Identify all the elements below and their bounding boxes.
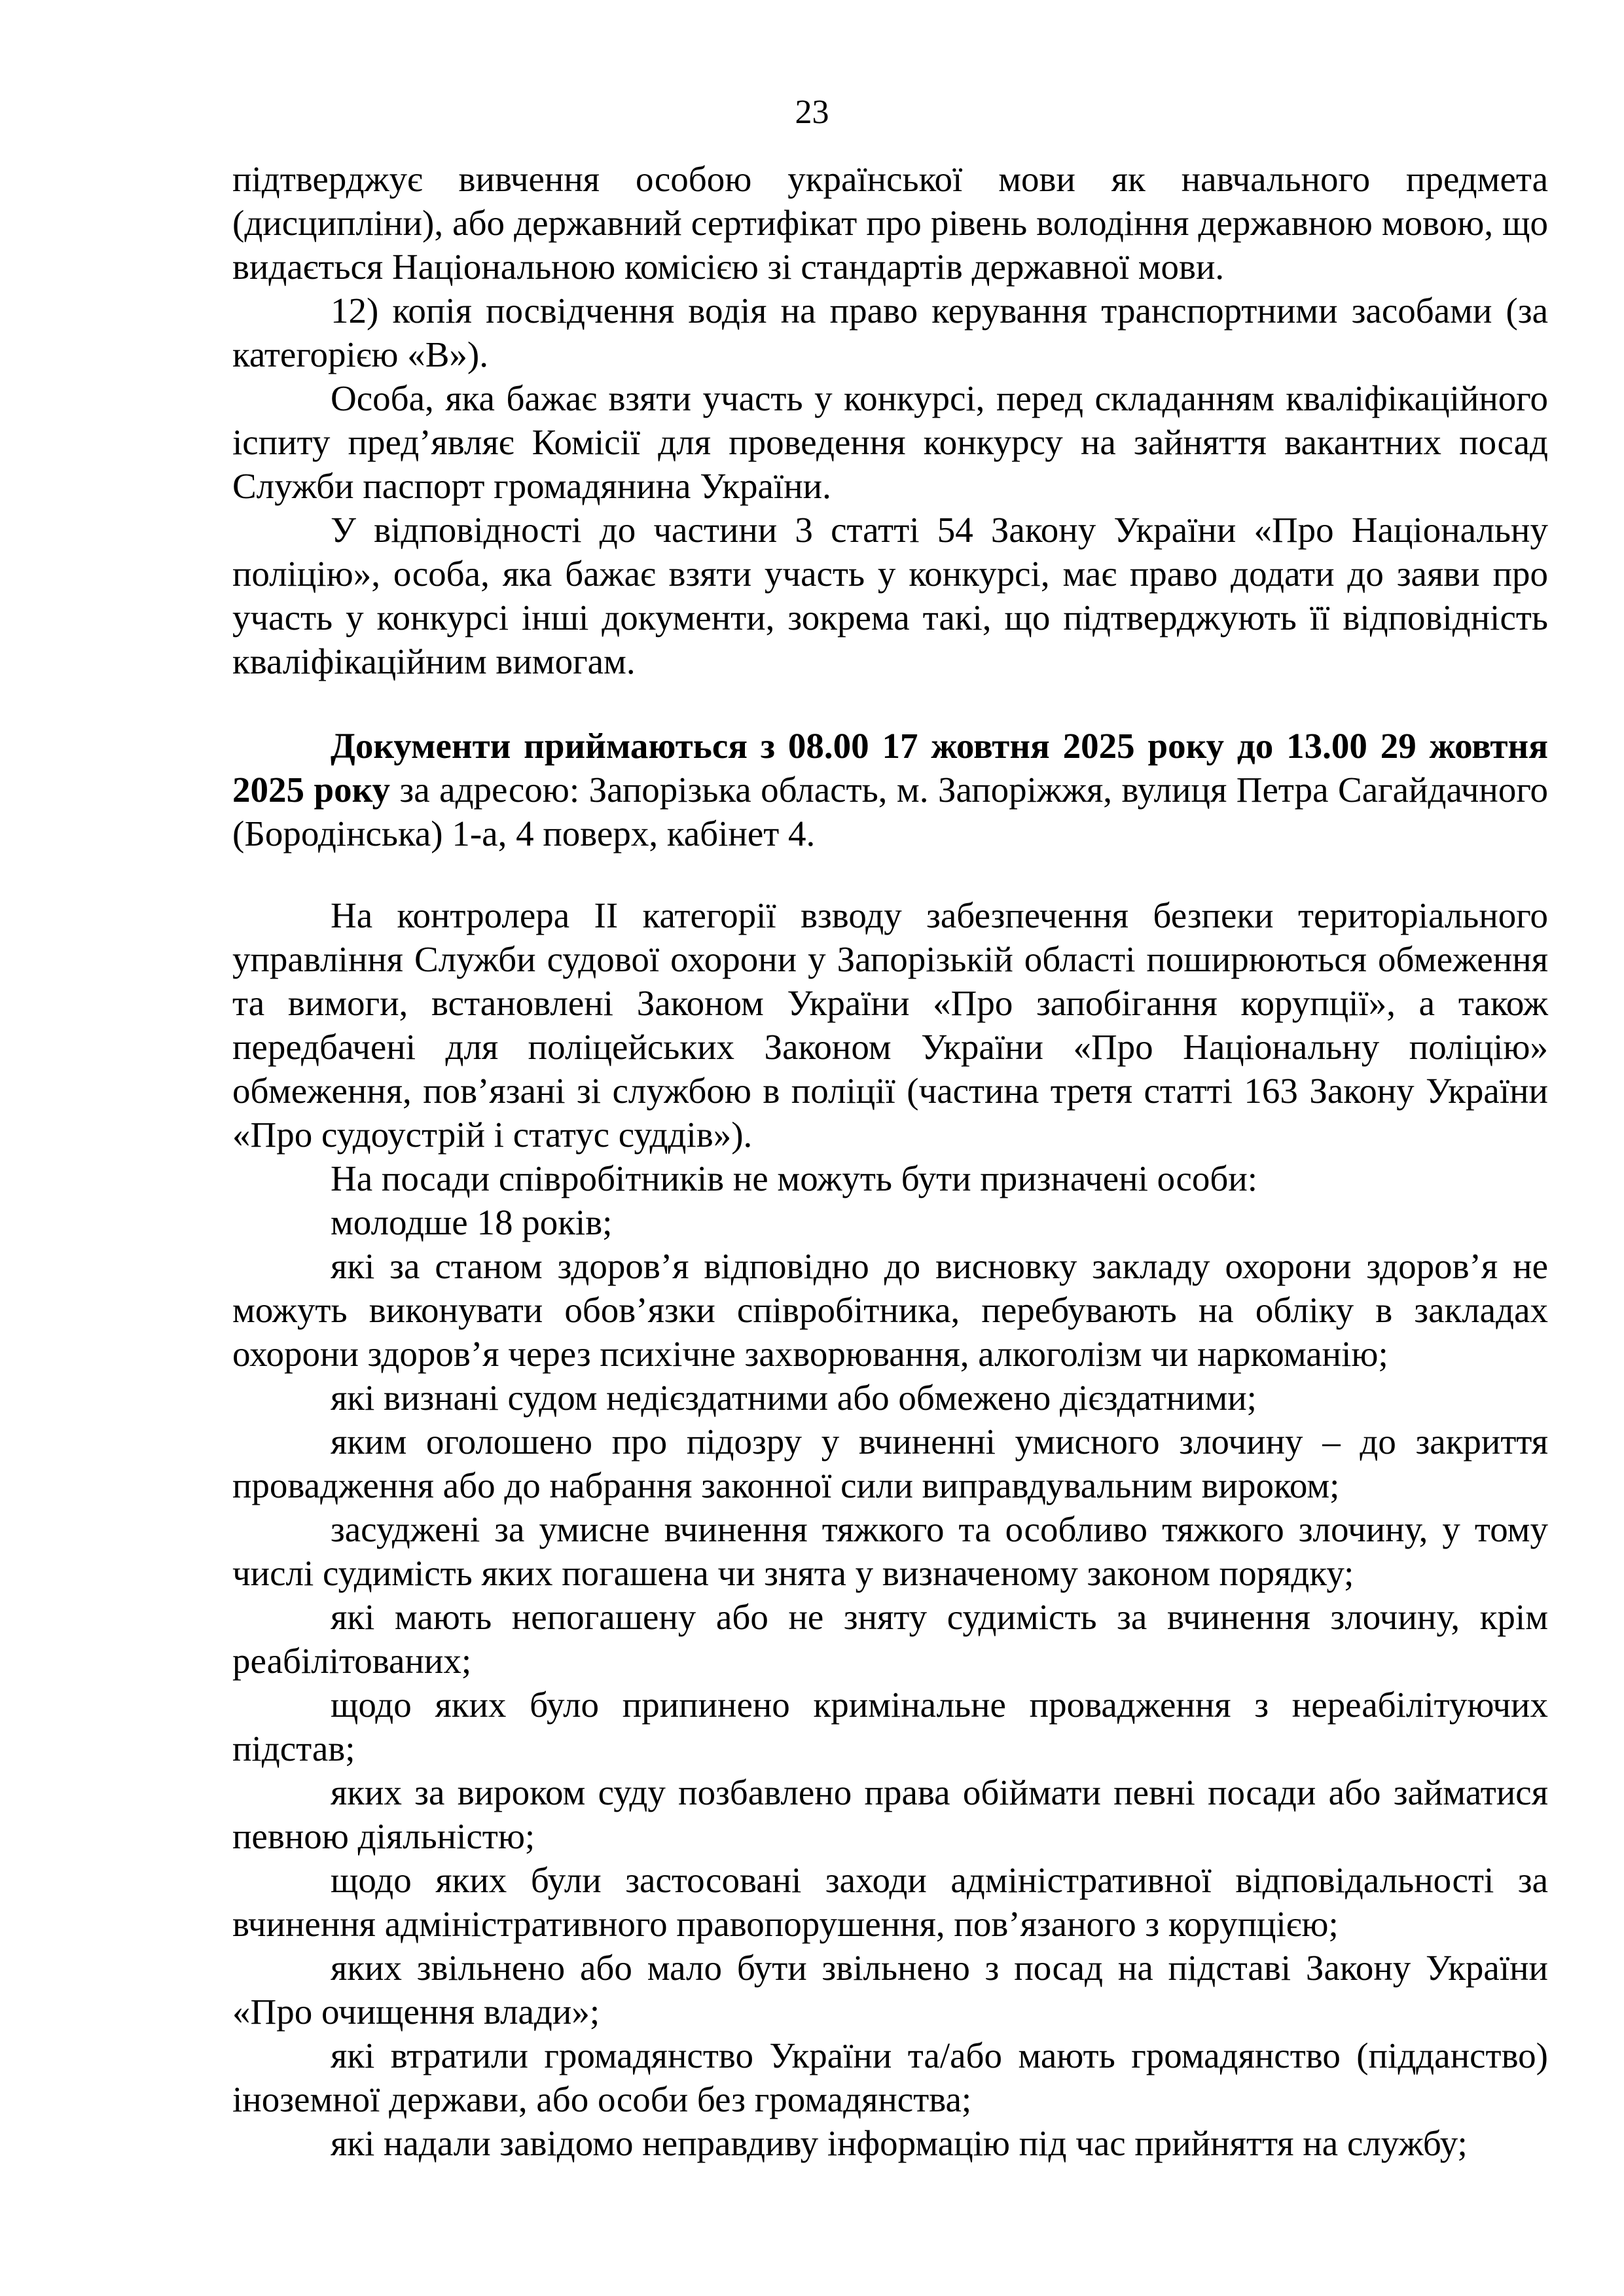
ineligible-item: молодше 18 років; <box>331 1202 613 1242</box>
document-body <box>232 157 1548 2165</box>
ineligible-item: яких за вироком суду позбавлено права обіймати певні посади або займатися певною діяльністю; <box>232 1772 1548 1856</box>
paragraph-restrictions: На контролера ІІ категорії взводу забезпечення безпеки територіального управління Служби судової охорони у Запорізькій області поширюються обмеження та вимоги, встановлені Законом України «Про запобігання корупції», а також передбачені для поліцейських Законом України «Про Національну поліцію» обмеження, пов’язані зі службою в поліції (частина третя статті 163 Закону України «Про судоустрій і статус суддів»). <box>232 895 1548 1155</box>
ineligible-item: щодо яких були застосовані заходи адміністративної відповідальності за вчинення адміністративного правопорушення, пов’язаного з корупцією; <box>232 1860 1548 1944</box>
documents-acceptance-dates: Документи приймаються з 08.00 17 жовтня 2025 року до 13.00 29 жовтня 2025 року <box>232 726 1548 810</box>
spacer <box>232 855 1548 893</box>
spacer <box>232 683 1548 724</box>
ineligible-item: які за станом здоров’я відповідно до висновку закладу охорони здоров’я не можуть виконувати обов’язки співробітника, перебувають на обліку в закладах охорони здоров’я через психічне захворювання, алкоголізм чи наркоманію; <box>232 1246 1548 1374</box>
paragraph-language-certificate: підтверджує вивчення особою української мови як навчального предмета (дисципліни), або державний сертифікат про рівень володіння державною мовою, що видається Національною комісією зі стандартів державної мови. <box>232 159 1548 287</box>
page-number: 23 <box>795 94 829 131</box>
documents-acceptance-notice <box>232 724 1548 855</box>
ineligible-item: які визнані судом недієздатними або обмежено дієздатними; <box>331 1378 1257 1418</box>
ineligible-item: щодо яких було припинено кримінальне провадження з нереабілітуючих підстав; <box>232 1685 1548 1768</box>
ineligible-item: яким оголошено про підозру у вчиненні умисного злочину – до закриття провадження або до набрання законної сили виправдувальним вироком; <box>232 1422 1548 1505</box>
paragraph-driver-license: 12) копія посвідчення водія на право керування транспортними засобами (за категорією «В»). <box>232 291 1548 374</box>
ineligible-item: які надали завідомо неправдиву інформацію під час прийняття на службу; <box>331 2123 1468 2163</box>
ineligible-item: засуджені за умисне вчинення тяжкого та особливо тяжкого злочину, у тому числі судимість яких погашена чи знята у визначеному законом порядку; <box>232 1509 1548 1593</box>
ineligible-item: які втратили громадянство України та/або мають громадянство (підданство) іноземної держави, або особи без громадянства; <box>232 2036 1548 2119</box>
paragraph-passport: Особа, яка бажає взяти участь у конкурсі, перед складанням кваліфікаційного іспиту пред’являє Комісії для проведення конкурсу на зайняття вакантних посад Служби паспорт громадянина України. <box>232 378 1548 506</box>
ineligible-item: яких звільнено або мало бути звільнено з посад на підставі Закону України «Про очищення влади»; <box>232 1948 1548 2032</box>
documents-acceptance-address: за адресою: Запорізька область, м. Запоріжжя, вулиця Петра Сагайдачного (Бородінська) 1-а, 4 поверх, кабінет 4. <box>232 770 1549 853</box>
ineligible-item: які мають непогашену або не зняту судимість за вчинення злочину, крім реабілітованих; <box>232 1597 1548 1681</box>
paragraph-additional-documents: У відповідності до частини 3 статті 54 Закону України «Про Національну поліцію», особа, яка бажає взяти участь у конкурсі, має право додати до заяви про участь у конкурсі інші документи, зокрема такі, що підтверджують її відповідність кваліфікаційним вимогам. <box>232 510 1548 681</box>
ineligible-heading: На посади співробітників не можуть бути призначені особи: <box>331 1158 1258 1198</box>
